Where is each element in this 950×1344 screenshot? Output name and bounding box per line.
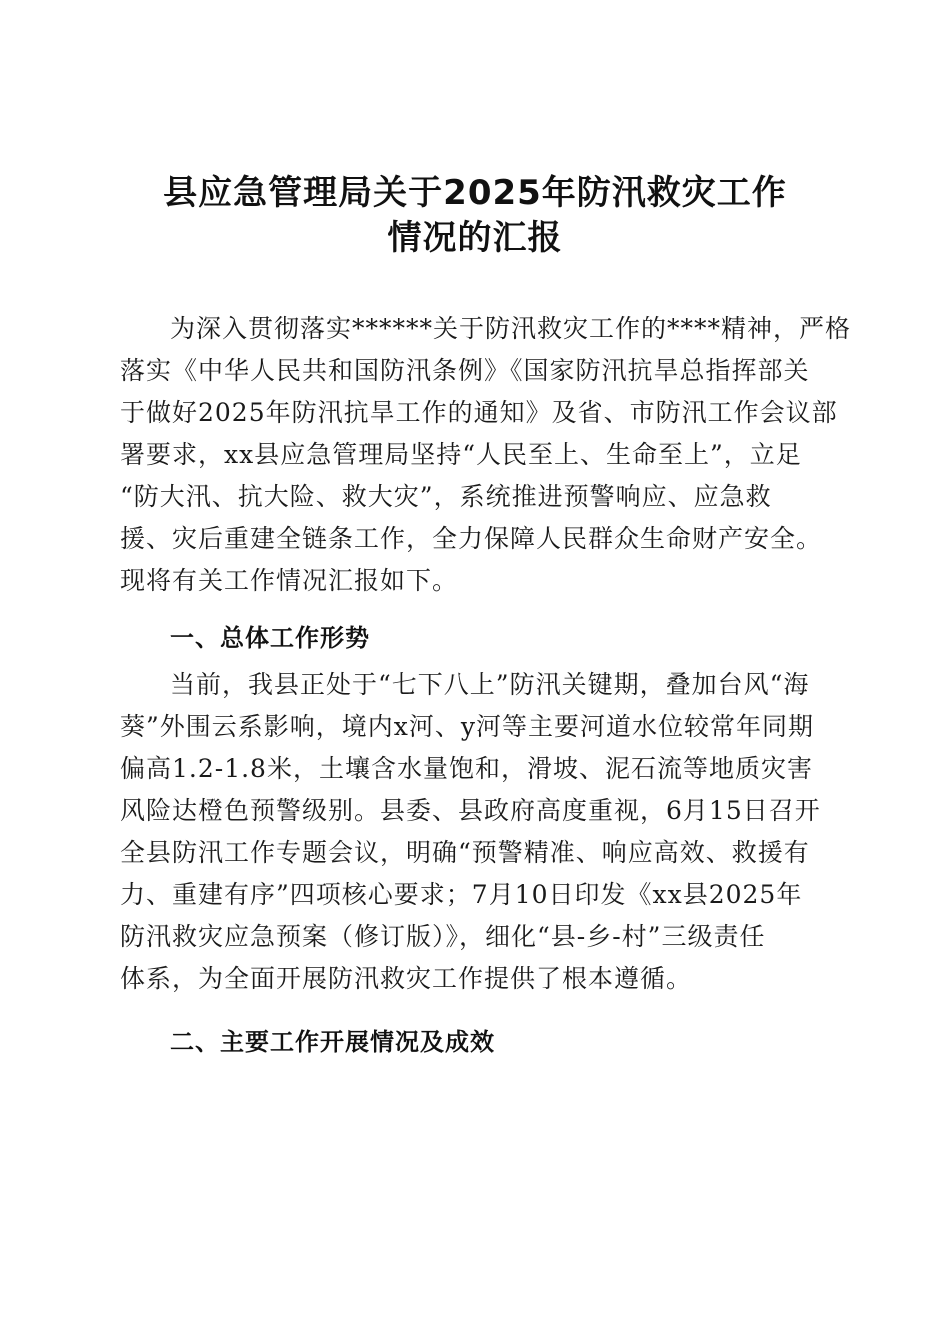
document-title-line-2: 情况的汇报 xyxy=(387,218,563,258)
section-1-heading: 一、总体工作形势 xyxy=(170,624,370,652)
intro-line: 于做好2025年防汛抗旱工作的通知》及省、市防汛工作会议部 xyxy=(120,398,838,427)
section-1-line: 葵”外围云系影响，境内x河、y河等主要河道水位较常年同期 xyxy=(120,712,815,741)
section-2-heading: 二、主要工作开展情况及成效 xyxy=(170,1028,495,1056)
document-title-line-1: 县应急管理局关于2025年防汛救灾工作 xyxy=(163,173,787,213)
section-1-line: 防汛救灾应急预案（修订版）》，细化“县-乡-村”三级责任 xyxy=(120,922,766,951)
section-1-line: 力、重建有序”四项核心要求；7月10日印发《xx县2025年 xyxy=(120,880,803,909)
section-1-line: 全县防汛工作专题会议，明确“预警精准、响应高效、救援有 xyxy=(120,838,810,867)
section-1-line: 风险达橙色预警级别。县委、县政府高度重视，6月15日召开 xyxy=(120,796,821,825)
section-1-line: 当前，我县正处于“七下八上”防汛关键期，叠加台风“海 xyxy=(170,670,810,699)
intro-line: “防大汛、抗大险、救大灾”，系统推进预警响应、应急救 xyxy=(120,482,772,511)
intro-paragraph xyxy=(120,308,852,602)
section-1-paragraph xyxy=(120,664,835,1000)
intro-line: 署要求，xx县应急管理局坚持“人民至上、生命至上”，立足 xyxy=(120,440,802,469)
intro-line: 现将有关工作情况汇报如下。 xyxy=(120,566,459,595)
section-1-line: 偏高1.2-1.8米，土壤含水量饱和，滑坡、泥石流等地质灾害 xyxy=(120,754,813,783)
intro-line: 为深入贯彻落实******关于防汛救灾工作的****精神，严格 xyxy=(170,314,852,343)
intro-line: 落实《中华人民共和国防汛条例》《国家防汛抗旱总指挥部关 xyxy=(120,356,810,385)
section-1-line: 体系，为全面开展防汛救灾工作提供了根本遵循。 xyxy=(120,964,693,993)
intro-line: 援、灾后重建全链条工作，全力保障人民群众生命财产安全。 xyxy=(120,524,823,553)
